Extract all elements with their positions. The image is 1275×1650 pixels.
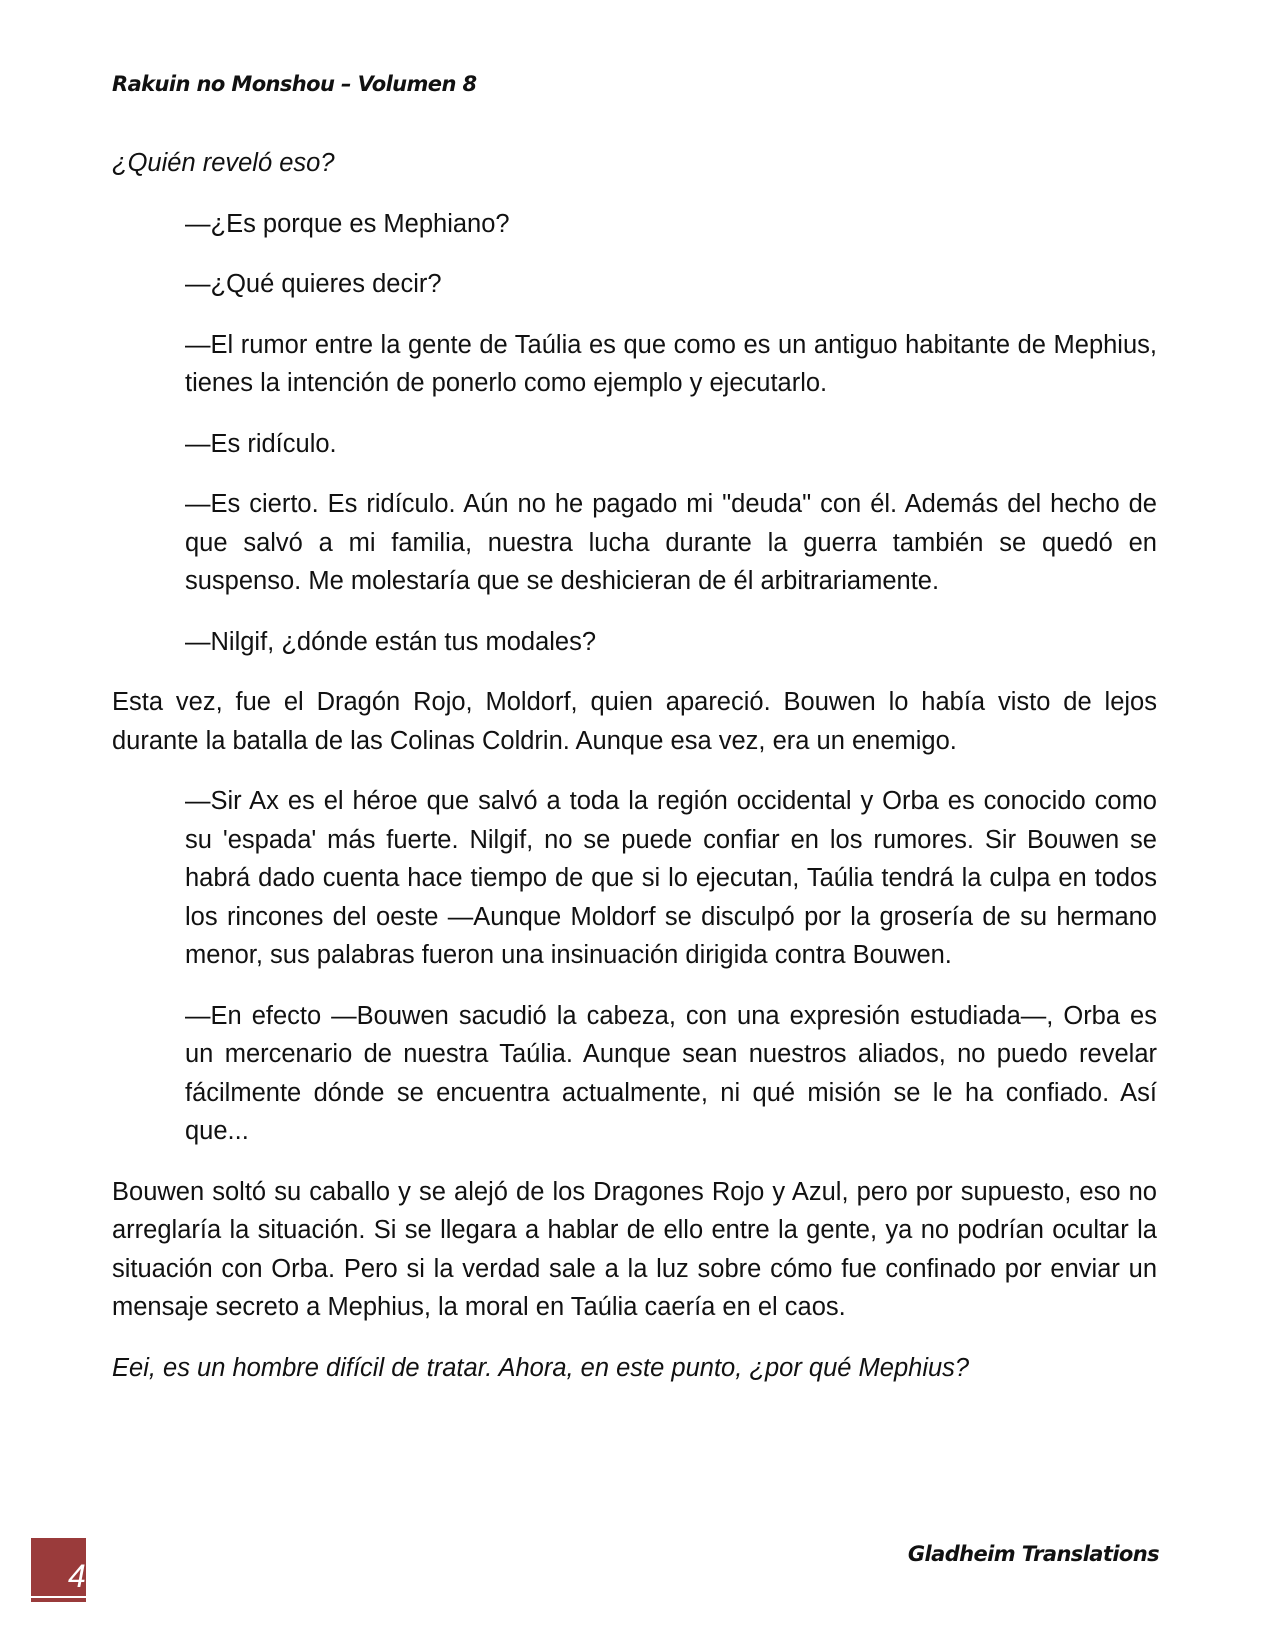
page-number: 4 xyxy=(68,1558,86,1594)
paragraph: —El rumor entre la gente de Taúlia es que como es un antiguo habitante de Mephius, tienes la intención de ponerlo como ejemplo y ejecutarlo. xyxy=(185,330,1157,397)
paragraph: —Es ridículo. xyxy=(185,429,337,458)
paragraph: ¿Quién reveló eso? xyxy=(112,149,335,177)
page-number-underline xyxy=(31,1598,86,1602)
paragraph: —Es cierto. Es ridículo. Aún no he pagado mi "deuda" con él. Además del hecho de que salvó a mi familia, nuestra lucha durante la guerra también se quedó en suspenso. Me molestaría que se deshicieran de él arbitrariamente. xyxy=(185,490,1157,595)
document-body xyxy=(112,144,1157,1409)
footer-brand: Gladheim Translations xyxy=(907,1542,1159,1566)
paragraph: —¿Es porque es Mephiano? xyxy=(185,209,510,238)
paragraph: —Sir Ax es el héroe que salvó a toda la región occidental y Orba es conocido como su 'espada' más fuerte. Nilgif, no se puede confiar en los rumores. Sir Bouwen se habrá dado cuenta hace tiempo de que si lo ejecutan, Taúlia tendrá la culpa en todos los rincones del oeste —Aunque Moldorf se disculpó por la grosería de su hermano menor, sus palabras fueron una insinuación dirigida contra Bouwen. xyxy=(185,787,1157,969)
paragraph: Esta vez, fue el Dragón Rojo, Moldorf, quien apareció. Bouwen lo había visto de lejos durante la batalla de las Colinas Coldrin. Aunque esa vez, era un enemigo. xyxy=(112,688,1157,755)
paragraph: —¿Qué quieres decir? xyxy=(185,270,442,298)
paragraph: Bouwen soltó su caballo y se alejó de los Dragones Rojo y Azul, pero por supuesto, eso no arreglaría la situación. Si se llegara a hablar de ello entre la gente, ya no podrían ocultar la situación con Orba. Pero si la verdad sale a la luz sobre cómo fue confinado por enviar un mensaje secreto a Mephius, la moral en Taúlia caería en el caos. xyxy=(112,1177,1157,1321)
paragraph: Eei, es un hombre difícil de tratar. Ahora, en este punto, ¿por qué Mephius? xyxy=(112,1353,970,1382)
paragraph: —Nilgif, ¿dónde están tus modales? xyxy=(185,627,597,656)
paragraph: —En efecto —Bouwen sacudió la cabeza, con una expresión estudiada—, Orba es un mercenario de nuestra Taúlia. Aunque sean nuestros aliados, no puedo revelar fácilmente dónde se encuentra actualmente, ni qué misión se le ha confiado. Así que... xyxy=(185,1001,1157,1145)
page-header-title: Rakuin no Monshou – Volumen 8 xyxy=(112,72,477,96)
